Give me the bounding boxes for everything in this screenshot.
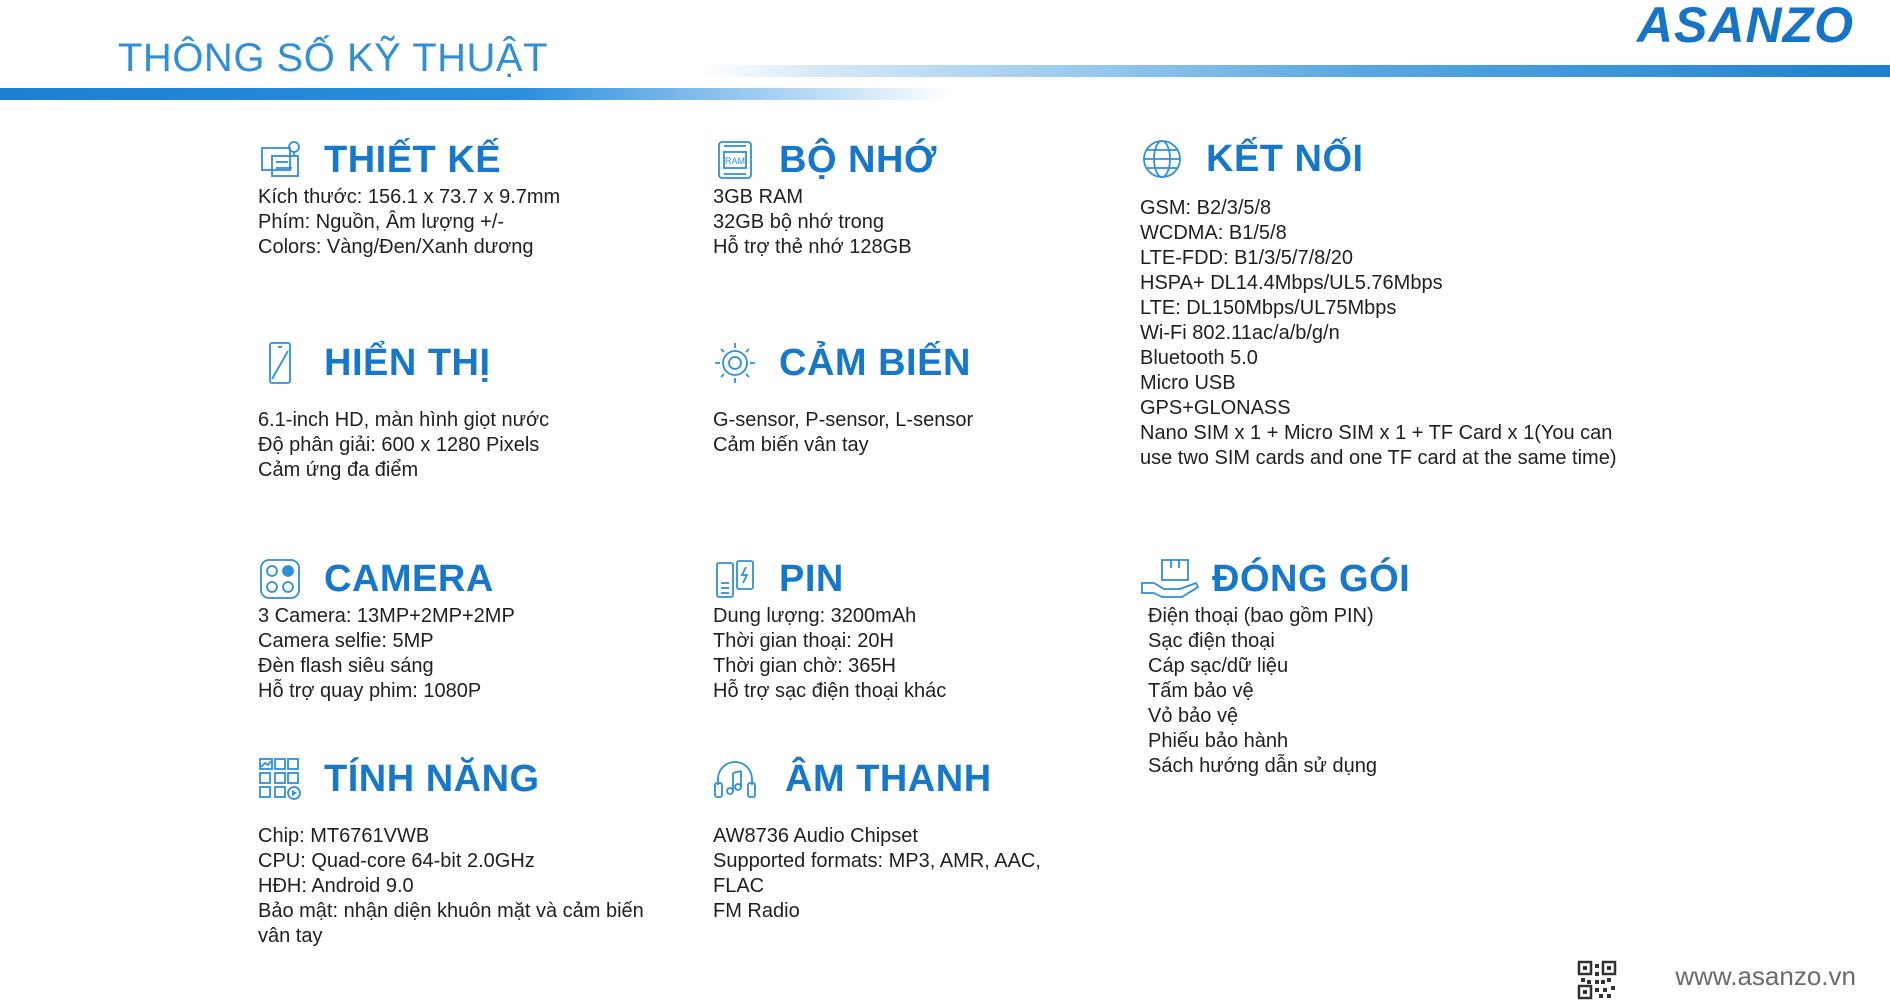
spec-line: 3 Camera: 13MP+2MP+2MP <box>258 605 515 627</box>
spec-line: WCDMA: B1/5/8 <box>1140 222 1287 244</box>
spec-line: Độ phân giải: 600 x 1280 Pixels <box>258 434 540 456</box>
spec-line: GSM: B2/3/5/8 <box>1140 197 1272 219</box>
spec-line: Nano SIM x 1 + Micro SIM x 1 + TF Card x 1(You can use two SIM cards and one TF card at the same time) <box>1140 422 1617 469</box>
svg-text:RAM: RAM <box>725 156 745 166</box>
section-audio <box>713 754 1093 924</box>
section-camera <box>258 554 698 704</box>
section-title: BỘ NHỚ <box>779 138 937 181</box>
spec-line: AW8736 Audio Chipset <box>713 825 918 847</box>
spec-line: Kích thước: 156.1 x 73.7 x 9.7mm <box>258 186 561 208</box>
spec-line: Điện thoại (bao gồm PIN) <box>1148 605 1374 627</box>
section-title: TÍNH NĂNG <box>324 757 540 800</box>
package-hand-icon <box>1140 557 1200 601</box>
spec-line: Cáp sạc/dữ liệu <box>1148 655 1289 677</box>
section-sensor <box>713 338 1153 458</box>
spec-line: Cảm ứng đa điểm <box>258 459 419 481</box>
phone-display-icon <box>258 341 302 385</box>
apps-grid-icon <box>258 757 302 801</box>
spec-line: HSPA+ DL14.4Mbps/UL5.76Mbps <box>1140 272 1443 294</box>
spec-line: Supported formats: MP3, AMR, AAC, FLAC <box>713 850 1041 897</box>
section-title: PIN <box>779 557 844 600</box>
spec-line: Hỗ trợ sạc điện thoại khác <box>713 680 947 702</box>
design-blueprint-icon <box>258 138 302 182</box>
section-title: HIỂN THỊ <box>324 341 491 384</box>
spec-line: Sách hướng dẫn sử dụng <box>1148 755 1377 777</box>
spec-line: Dung lượng: 3200mAh <box>713 605 917 627</box>
spec-line: Bluetooth 5.0 <box>1140 347 1258 369</box>
spec-line: Micro USB <box>1140 372 1236 394</box>
section-title: THIẾT KẾ <box>324 138 502 181</box>
section-title: CAMERA <box>324 557 494 600</box>
section-title: ÂM THANH <box>785 757 992 800</box>
page-title: THÔNG SỐ KỸ THUẬT <box>118 36 549 80</box>
spec-line: Chip: MT6761VWB <box>258 825 430 847</box>
footer-website-link[interactable]: www.asanzo.vn <box>1675 961 1856 991</box>
spec-line: Phiếu bảo hành <box>1148 730 1289 752</box>
spec-line: Vỏ bảo vệ <box>1148 705 1239 727</box>
spec-line: Đèn flash siêu sáng <box>258 655 434 677</box>
section-package <box>1140 554 1580 779</box>
section-battery <box>713 554 1153 704</box>
spec-line: Hỗ trợ thẻ nhớ 128GB <box>713 236 912 258</box>
camera-module-icon <box>258 557 302 601</box>
spec-line: Bảo mật: nhận diện khuôn mặt và cảm biến vân tay <box>258 900 644 947</box>
globe-icon <box>1140 137 1184 181</box>
section-memory <box>713 135 1153 260</box>
spec-line: Cảm biến vân tay <box>713 434 869 456</box>
spec-line: 6.1-inch HD, màn hình giọt nước <box>258 409 550 431</box>
section-title: CẢM BIẾN <box>779 341 971 384</box>
spec-line: G-sensor, P-sensor, L-sensor <box>713 409 974 431</box>
section-title: ĐÓNG GÓI <box>1212 557 1411 600</box>
spec-line: LTE-FDD: B1/3/5/7/8/20 <box>1140 247 1354 269</box>
spec-line: Phím: Nguồn, Âm lượng +/- <box>258 211 505 233</box>
spec-line: 32GB bộ nhớ trong <box>713 211 885 233</box>
section-connectivity <box>1140 134 1640 471</box>
battery-icon <box>713 557 757 601</box>
sensor-icon <box>713 341 757 385</box>
section-design <box>258 135 698 260</box>
spec-line: Camera selfie: 5MP <box>258 630 434 652</box>
ram-chip-icon <box>713 138 757 182</box>
spec-line: LTE: DL150Mbps/UL75Mbps <box>1140 297 1397 319</box>
headphones-music-icon <box>713 757 757 801</box>
spec-line: Wi-Fi 802.11ac/a/b/g/n <box>1140 322 1340 344</box>
spec-line: CPU: Quad-core 64-bit 2.0GHz <box>258 850 535 872</box>
brand-logo: ASANZO <box>1636 0 1854 53</box>
qr-code-icon <box>1577 960 1617 1000</box>
section-title: KẾT NỐI <box>1206 137 1364 180</box>
spec-line: Sạc điện thoại <box>1148 630 1275 652</box>
spec-line: 3GB RAM <box>713 186 804 208</box>
section-features <box>258 754 658 949</box>
spec-line: Tấm bảo vệ <box>1148 680 1254 702</box>
header-band-left <box>0 88 950 100</box>
spec-line: GPS+GLONASS <box>1140 397 1291 419</box>
spec-line: Hỗ trợ quay phim: 1080P <box>258 680 482 702</box>
spec-line: FM Radio <box>713 900 800 922</box>
spec-line: Colors: Vàng/Đen/Xanh dương <box>258 236 534 258</box>
header-band-right <box>700 65 1890 77</box>
spec-line: HĐH: Android 9.0 <box>258 875 414 897</box>
spec-line: Thời gian chờ: 365H <box>713 655 896 677</box>
section-display <box>258 338 698 483</box>
spec-line: Thời gian thoại: 20H <box>713 630 894 652</box>
